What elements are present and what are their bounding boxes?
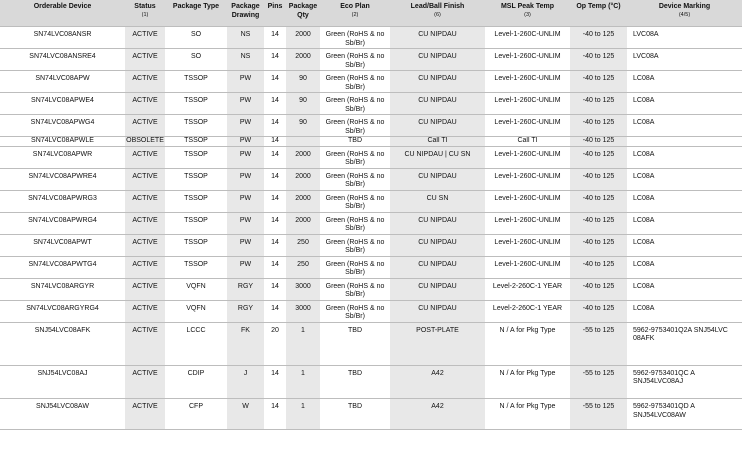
header-row — [0, 0, 742, 27]
op-temp-cell: -40 to 125 — [570, 71, 627, 93]
pins-cell: 14 — [271, 150, 279, 158]
msl-cell: Level-1-260C-UNLIM — [494, 119, 561, 126]
status-cell: ACTIVE — [125, 190, 165, 212]
op-temp-cell: -40 to 125 — [570, 27, 627, 49]
package-qty-cell: 90 — [286, 71, 320, 93]
package-type-cell: TSSOP — [184, 238, 208, 246]
pins-cell: 14 — [271, 31, 279, 38]
table-row — [0, 190, 742, 212]
status-cell: ACTIVE — [125, 115, 165, 137]
device-cell: SN74LVC08APWRG3 — [28, 194, 97, 202]
msl-cell: Level-2-260C-1 YEAR — [492, 304, 563, 312]
table-row — [0, 212, 742, 234]
package-drawing-cell: NS — [227, 27, 264, 49]
pins-cell: 20 — [271, 326, 279, 334]
package-type-cell: LCCC — [186, 326, 206, 334]
package-drawing-cell: PW — [227, 137, 264, 147]
package-type-cell: TSSOP — [184, 137, 208, 144]
package-qty-cell: 90 — [286, 93, 320, 115]
device-cell: SNJ54LVC08AFK — [34, 326, 91, 334]
device-cell: SNJ54LVC08AW — [36, 403, 89, 410]
table-row — [0, 300, 742, 322]
eco-plan-cell: Green (RoHS & no Sb/Br) — [325, 238, 385, 254]
package-type-cell: TSSOP — [184, 260, 208, 268]
op-temp-cell: -55 to 125 — [570, 365, 627, 399]
op-temp-cell: -40 to 125 — [570, 190, 627, 212]
lead-finish-cell: POST-PLATE — [390, 322, 485, 365]
eco-plan-cell: Green (RoHS & no Sb/Br) — [325, 260, 385, 276]
eco-plan-cell: TBD — [348, 403, 362, 410]
eco-plan-cell: Green (RoHS & no Sb/Br) — [325, 31, 385, 47]
col-header-lead-finish: Lead/Ball Finish (6) — [390, 0, 485, 27]
status-cell: ACTIVE — [125, 168, 165, 190]
msl-cell: N / A for Pkg Type — [499, 369, 556, 377]
device-cell: SN74LVC08APWG4 — [30, 119, 95, 126]
table-row — [0, 93, 742, 115]
table-row — [0, 256, 742, 278]
op-temp-cell: -40 to 125 — [570, 278, 627, 300]
msl-cell: Level-1-260C-UNLIM — [494, 150, 561, 158]
package-qty-cell: 1 — [286, 322, 320, 365]
pins-cell: 14 — [271, 53, 279, 60]
package-type-cell: CDIP — [187, 369, 205, 377]
msl-cell: Level-1-260C-UNLIM — [494, 194, 561, 202]
col-header-package-qty: Package Qty — [286, 0, 320, 27]
lead-finish-cell: CU NIPDAU — [390, 300, 485, 322]
status-cell: ACTIVE — [125, 71, 165, 93]
package-qty-cell — [286, 137, 320, 147]
eco-plan-cell: Green (RoHS & no Sb/Br) — [325, 194, 385, 210]
msl-cell: Level-1-260C-UNLIM — [494, 238, 561, 246]
lead-finish-cell: CU NIPDAU — [390, 115, 485, 137]
package-qty-cell: 1 — [286, 399, 320, 430]
device-marking-cell: LC08A — [633, 238, 655, 246]
pins-cell: 14 — [271, 194, 279, 202]
device-marking-cell — [627, 137, 742, 147]
device-marking-cell: 5962-9753401QC A SNJ54LVC08AJ — [633, 369, 695, 385]
package-drawing-cell: NS — [227, 49, 264, 71]
table-row — [0, 27, 742, 49]
msl-cell: Level-1-260C-UNLIM — [494, 260, 561, 268]
device-marking-cell: LC08A — [633, 172, 655, 180]
package-qty-cell: 2000 — [286, 168, 320, 190]
package-drawing-cell: PW — [227, 93, 264, 115]
lead-finish-cell: CU NIPDAU | CU SN — [390, 146, 485, 168]
lead-finish-cell: CU NIPDAU — [390, 71, 485, 93]
device-marking-cell: LC08A — [633, 260, 655, 268]
package-drawing-cell: PW — [227, 168, 264, 190]
table-row — [0, 137, 742, 147]
package-drawing-cell: PW — [227, 212, 264, 234]
device-cell: SN74LVC08ARGYRG4 — [26, 304, 99, 312]
eco-plan-cell: Green (RoHS & no Sb/Br) — [325, 119, 385, 135]
lead-finish-cell: CU NIPDAU — [390, 234, 485, 256]
lead-finish-cell: CU NIPDAU — [390, 168, 485, 190]
op-temp-cell: -55 to 125 — [570, 322, 627, 365]
eco-plan-cell: Green (RoHS & no Sb/Br) — [325, 150, 385, 166]
pins-cell: 14 — [271, 260, 279, 268]
lead-finish-cell: CU SN — [390, 190, 485, 212]
package-type-cell: TSSOP — [184, 150, 208, 158]
package-drawing-cell: PW — [227, 234, 264, 256]
package-drawing-cell: J — [227, 365, 264, 399]
package-type-cell: TSSOP — [184, 75, 208, 82]
op-temp-cell: -40 to 125 — [570, 256, 627, 278]
package-type-cell: VQFN — [186, 282, 206, 290]
pins-cell: 14 — [271, 172, 279, 180]
package-type-cell: TSSOP — [184, 172, 208, 180]
msl-cell: Level-2-260C-1 YEAR — [492, 282, 563, 290]
device-cell: SN74LVC08APWR — [32, 150, 93, 158]
msl-cell: Level-1-260C-UNLIM — [494, 75, 561, 82]
device-marking-cell: LC08A — [633, 216, 655, 224]
status-cell: ACTIVE — [125, 322, 165, 365]
msl-cell: N / A for Pkg Type — [499, 326, 556, 334]
status-cell: ACTIVE — [125, 49, 165, 71]
pins-cell: 14 — [271, 304, 279, 312]
device-marking-cell: LVC08A — [633, 53, 659, 60]
eco-plan-cell: Green (RoHS & no Sb/Br) — [325, 282, 385, 298]
col-header-device: Orderable Device — [0, 0, 125, 27]
package-drawing-cell: PW — [227, 71, 264, 93]
msl-cell: Level-1-260C-UNLIM — [494, 31, 561, 38]
op-temp-cell: -40 to 125 — [570, 300, 627, 322]
package-qty-cell: 250 — [286, 256, 320, 278]
status-cell: ACTIVE — [125, 278, 165, 300]
msl-cell: Level-1-260C-UNLIM — [494, 172, 561, 180]
package-type-cell: TSSOP — [184, 119, 208, 126]
device-cell: SN74LVC08ANSRE4 — [29, 53, 96, 60]
lead-finish-cell: CU NIPDAU — [390, 278, 485, 300]
table-row — [0, 71, 742, 93]
package-drawing-cell: PW — [227, 190, 264, 212]
lead-finish-cell: A42 — [390, 365, 485, 399]
device-marking-cell: 5962-9753401Q2A SNJ54LVC 08AFK — [633, 326, 728, 342]
device-cell: SN74LVC08APWRE4 — [28, 172, 97, 180]
status-cell: OBSOLETE — [126, 137, 164, 144]
status-cell: ACTIVE — [125, 234, 165, 256]
device-cell: SNJ54LVC08AJ — [37, 369, 88, 377]
status-cell: ACTIVE — [125, 212, 165, 234]
op-temp-cell: -40 to 125 — [570, 49, 627, 71]
table-row — [0, 399, 742, 430]
status-cell: ACTIVE — [125, 399, 165, 430]
op-temp-cell: -40 to 125 — [570, 115, 627, 137]
package-drawing-cell: W — [227, 399, 264, 430]
op-temp-cell: -40 to 125 — [570, 234, 627, 256]
col-header-msl: MSL Peak Temp (3) — [485, 0, 570, 27]
col-header-eco-plan: Eco Plan (2) — [320, 0, 390, 27]
table-row — [0, 278, 742, 300]
pins-cell: 14 — [271, 403, 279, 410]
package-drawing-cell: FK — [227, 322, 264, 365]
status-cell: ACTIVE — [125, 300, 165, 322]
package-type-cell: SO — [190, 53, 202, 60]
lead-finish-cell: CU NIPDAU — [390, 49, 485, 71]
package-type-cell: TSSOP — [184, 97, 208, 104]
package-drawing-cell: RGY — [227, 278, 264, 300]
lead-finish-cell: CU NIPDAU — [390, 27, 485, 49]
eco-plan-cell: TBD — [348, 137, 362, 144]
package-type-cell: SO — [190, 31, 202, 38]
table-row — [0, 146, 742, 168]
col-header-package-type: Package Type — [165, 0, 227, 27]
device-cell: SN74LVC08ANSR — [33, 31, 92, 38]
col-header-pins: Pins — [264, 0, 286, 27]
table-row — [0, 168, 742, 190]
device-marking-cell: LC08A — [633, 304, 655, 312]
pins-cell: 14 — [271, 216, 279, 224]
status-cell: ACTIVE — [125, 146, 165, 168]
op-temp-cell: -40 to 125 — [570, 212, 627, 234]
msl-cell: Level-1-260C-UNLIM — [494, 53, 561, 60]
op-temp-cell: -40 to 125 — [570, 137, 627, 147]
table-row — [0, 115, 742, 137]
msl-cell: Level-1-260C-UNLIM — [494, 216, 561, 224]
package-qty-cell: 2000 — [286, 27, 320, 49]
package-type-cell: TSSOP — [184, 216, 208, 224]
package-qty-cell: 2000 — [286, 212, 320, 234]
package-qty-cell: 250 — [286, 234, 320, 256]
device-marking-cell: LC08A — [633, 97, 655, 104]
device-marking-cell: LC08A — [633, 150, 655, 158]
msl-cell: Call TI — [517, 137, 538, 144]
eco-plan-cell: Green (RoHS & no Sb/Br) — [325, 75, 385, 91]
lead-finish-cell: CU NIPDAU — [390, 93, 485, 115]
device-cell: SN74LVC08APWLE — [31, 137, 94, 144]
lead-finish-cell: A42 — [390, 399, 485, 430]
package-type-cell: VQFN — [186, 304, 206, 312]
package-qty-cell: 1 — [286, 365, 320, 399]
col-header-device-marking: Device Marking (4/5) — [627, 0, 742, 27]
status-cell: ACTIVE — [125, 27, 165, 49]
pins-cell: 14 — [271, 75, 279, 82]
op-temp-cell: -40 to 125 — [570, 168, 627, 190]
eco-plan-cell: Green (RoHS & no Sb/Br) — [325, 304, 385, 320]
package-drawing-cell: RGY — [227, 300, 264, 322]
eco-plan-cell: TBD — [348, 326, 362, 334]
package-qty-cell: 3000 — [286, 300, 320, 322]
op-temp-cell: -40 to 125 — [570, 146, 627, 168]
lead-finish-cell: Call TI — [390, 137, 485, 147]
device-marking-cell: LC08A — [633, 194, 655, 202]
device-cell: SN74LVC08APW — [35, 75, 90, 82]
status-cell: ACTIVE — [125, 365, 165, 399]
msl-cell: N / A for Pkg Type — [499, 403, 556, 410]
pins-cell: 14 — [271, 369, 279, 377]
device-cell: SN74LVC08ARGYR — [30, 282, 95, 290]
pins-cell: 14 — [271, 282, 279, 290]
pins-cell: 14 — [271, 238, 279, 246]
table-row — [0, 49, 742, 71]
col-header-status: Status (1) — [125, 0, 165, 27]
package-qty-cell: 2000 — [286, 190, 320, 212]
table-row — [0, 234, 742, 256]
lead-finish-cell: CU NIPDAU — [390, 256, 485, 278]
msl-cell: Level-1-260C-UNLIM — [494, 97, 561, 104]
package-qty-cell: 2000 — [286, 146, 320, 168]
device-marking-cell: LC08A — [633, 119, 655, 126]
pins-cell: 14 — [271, 97, 279, 104]
status-cell: ACTIVE — [125, 93, 165, 115]
col-header-op-temp: Op Temp (°C) — [570, 0, 627, 27]
op-temp-cell: -55 to 125 — [570, 399, 627, 430]
device-cell: SN74LVC08APWT — [33, 238, 92, 246]
eco-plan-cell: Green (RoHS & no Sb/Br) — [325, 172, 385, 188]
device-marking-cell: 5962-9753401QD A SNJ54LVC08AW — [633, 403, 695, 419]
op-temp-cell: -40 to 125 — [570, 93, 627, 115]
eco-plan-cell: Green (RoHS & no Sb/Br) — [325, 53, 385, 69]
package-drawing-cell: PW — [227, 146, 264, 168]
package-drawing-cell: PW — [227, 115, 264, 137]
col-header-package-drawing: Package Drawing — [227, 0, 264, 27]
package-type-cell: CFP — [189, 403, 203, 410]
package-qty-cell: 2000 — [286, 49, 320, 71]
pins-cell: 14 — [271, 119, 279, 126]
eco-plan-cell: Green (RoHS & no Sb/Br) — [325, 97, 385, 113]
device-cell: SN74LVC08APWRG4 — [28, 216, 97, 224]
pins-cell: 14 — [271, 137, 279, 144]
eco-plan-cell: TBD — [348, 369, 362, 377]
package-type-cell: TSSOP — [184, 194, 208, 202]
package-drawing-cell: PW — [227, 256, 264, 278]
package-qty-cell: 90 — [286, 115, 320, 137]
device-marking-cell: LC08A — [633, 282, 655, 290]
status-cell: ACTIVE — [125, 256, 165, 278]
device-cell: SN74LVC08APWE4 — [31, 97, 94, 104]
package-qty-cell: 3000 — [286, 278, 320, 300]
device-marking-cell: LC08A — [633, 75, 655, 82]
table-row — [0, 322, 742, 365]
device-marking-cell: LVC08A — [633, 31, 659, 38]
table-row — [0, 365, 742, 399]
eco-plan-cell: Green (RoHS & no Sb/Br) — [325, 216, 385, 232]
lead-finish-cell: CU NIPDAU — [390, 212, 485, 234]
device-cell: SN74LVC08APWTG4 — [28, 260, 97, 268]
